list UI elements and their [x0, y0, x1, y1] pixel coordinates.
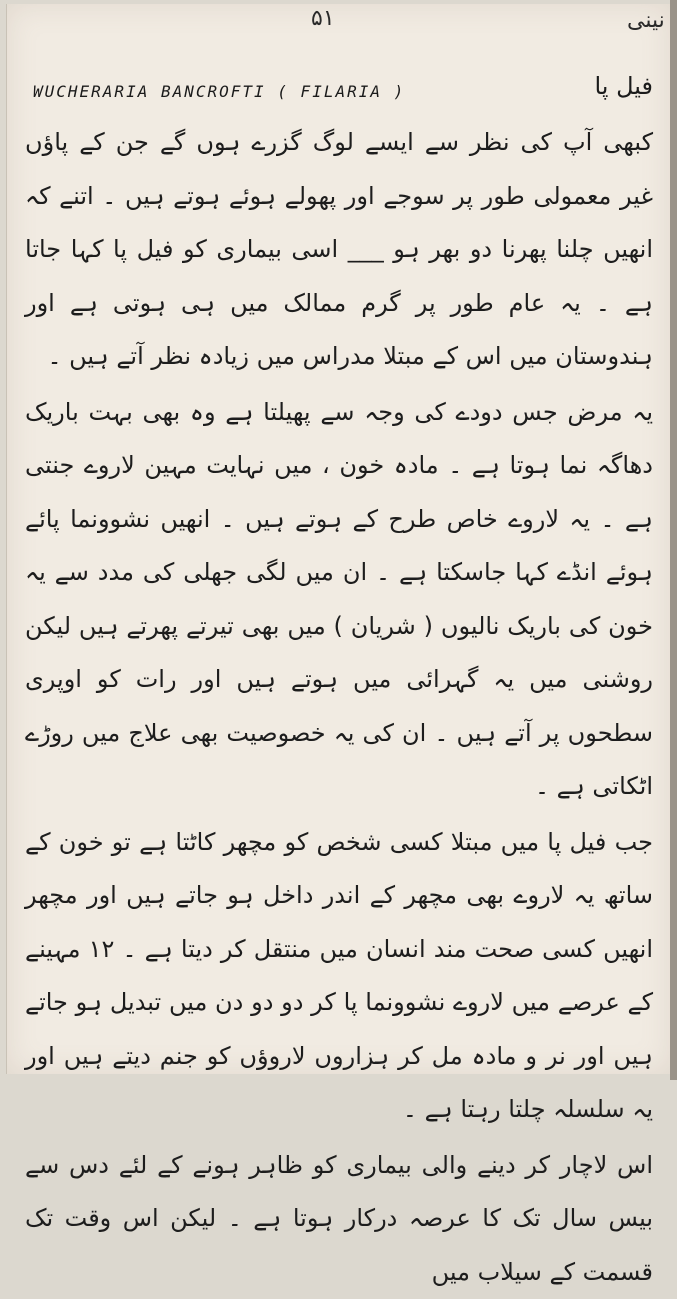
topic-urdu-title: فیل پا [594, 72, 653, 100]
paragraph-2: یہ مرض جس دودے کی وجہ سے پھیلتا ہے وہ بھی بہت باریک دھاگہ نما ہوتا ہے ۔ مادہ خون ، میں نہایت مہین لاروے جنتی ہے ۔ یہ لاروے خاص طرح کے ہوتے ہیں ۔ انھیں نشوونما پائے ہوئے انڈے کہا جاسکتا ہے ۔ ان میں لگی جھلی کی مدد سے یہ خون کی باریک نالیوں ( شریان ) میں بھی تیرتے پھرتے ہیں لیکن روشنی میں یہ گہرائی میں ہوتے ہیں اور رات کو اوپری سطحوں پر آتے ہیں ۔ ان کی یہ خصوصیت بھی علاج میں روڑے اٹکاتی ہے ۔ [25, 386, 653, 814]
page-number: ۵۱ [311, 6, 335, 31]
book-page [6, 4, 671, 1074]
paragraph-3: جب فیل پا میں مبتلا کسی شخص کو مچھر کاٹتا ہے تو خون کے ساتھ یہ لاروے بھی مچھر کے اندر داخل ہو جاتے ہیں اور مچھر انھیں کسی صحت مند انسان میں منتقل کر دیتا ہے ۔ ۱۲ مہینے کے عرصے میں لاروے نشوونما پا کر دو دو دن میں تبدیل ہو جاتے ہیں اور نر و مادہ مل کر ہزاروں لاروؤں کو جنم دیتے ہیں اور یہ سلسلہ چلتا رہتا ہے ۔ [25, 816, 653, 1137]
paragraph-1: کبھی آپ کی نظر سے ایسے لوگ گزرے ہوں گے جن کے پاؤں غیر معمولی طور پر سوجے اور پھولے ہوئے ہوتے ہیں ۔ اتنے کہ انھیں چلنا پھرنا دو بھر ہو ___ اسی بیماری کو فیل پا کہا جاتا ہے ۔ یہ عام طور پر گرم ممالک میں ہی ہوتی ہے اور ہندوستان میں اس کے مبتلا مدراس میں زیادہ نظر آتے ہیں ۔ [25, 116, 653, 384]
paragraph-4: اس لاچار کر دینے والی بیماری کو ظاہر ہونے کے لئے دس سے بیس سال تک کا عرصہ درکار ہوتا ہے ۔ لیکن اس وقت تک قسمت کے سیلاب میں [25, 1139, 653, 1299]
body-text [25, 116, 653, 1299]
page-edge [670, 0, 677, 1080]
running-header: نینی [627, 8, 665, 33]
topic-english-title: WUCHERARIA BANCROFTI ( FILARIA ) [33, 82, 405, 101]
